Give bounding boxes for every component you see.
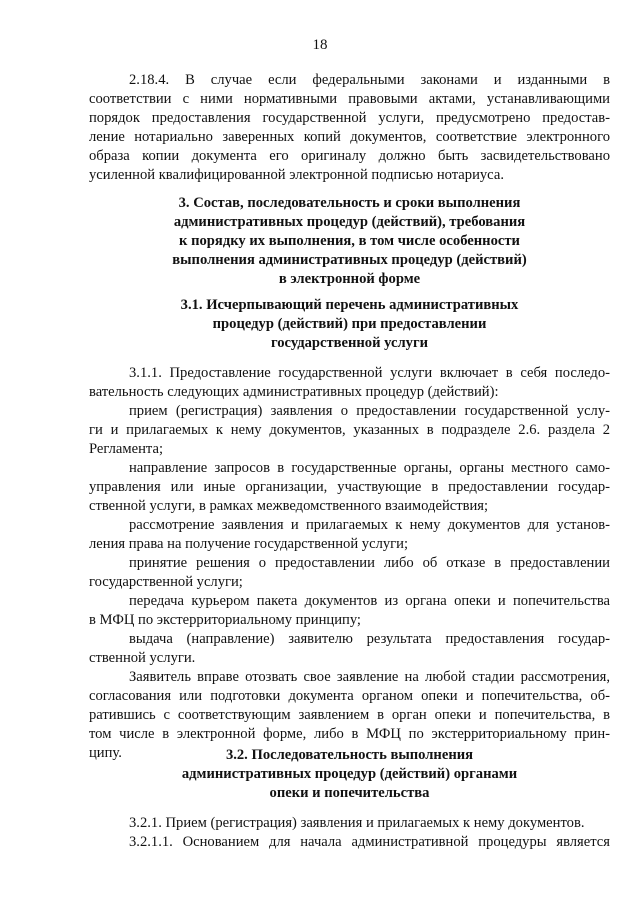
heading-line: 3. Состав, последовательность и сроки выполнения [178,195,521,211]
text-line: 3.1.1. Предоставление государственной услуги включает в себя последо- [129,365,610,381]
section-3-2-heading [64,746,635,803]
text-line: выдача (направление) заявителю результата предоставления государ- [129,631,610,647]
text-line: передача курьером пакета документов из органа опеки и попечительства [129,593,610,609]
text-line: ги и прилагаемых к нему документов, указанных в подразделе 2.6. раздела 2 [89,422,610,438]
text-line: 3.2.1.1. Основанием для начала административной процедуры является [129,834,610,850]
text-line: в МФЦ по экстерриториальному принципу; [89,612,361,628]
heading-line: государственной услуги [270,335,429,351]
section-3-1-body [89,364,610,763]
paragraph-2-18-4 [89,71,610,185]
text-line: управления или иные организации, участвующие в предоставлении государ- [89,479,610,495]
text-line: том числе в электронной форме, либо в МФЦ по экстерриториальному прин- [89,726,610,742]
text-line: ципу. [89,745,122,761]
text-line: ственной услуги. [89,650,196,666]
text-line: 3.2.1. Прием (регистрация) заявления и прилагаемых к нему документов. [129,815,585,831]
text-line: Регламента; [89,441,164,457]
section-3-heading [64,194,635,289]
section-3-2-body [89,814,610,852]
heading-line: в электронной форме [278,271,421,287]
page-number: 18 [312,37,328,53]
text-line: соответствии с ними нормативными правовыми актами, устанавливающими [89,91,610,107]
heading-line: опеки и попечительства [269,785,430,801]
text-line: Заявитель вправе отозвать свое заявление на любой стадии рассмотрения, [129,669,610,685]
heading-line: административных процедур (действий), требования [173,214,526,230]
text-line: принятие решения о предоставлении либо об отказе в предоставлении [129,555,610,571]
text-line: прием (регистрация) заявления о предоставлении государственной услу- [129,403,610,419]
text-line: государственной услуги; [89,574,243,590]
text-line: ственной услуги, в рамках межведомственного взаимодействия; [89,498,489,514]
heading-line: выполнения административных процедур (действий) [172,252,527,268]
text-line: ратившись с соответствующим заявлением в орган опеки и попечительства, в [89,707,610,723]
text-line: 2.18.4. В случае если федеральными законами и изданными в [129,72,610,88]
text-line: усиленной квалифицированной электронной подписью нотариуса. [89,167,504,183]
heading-line: к порядку их выполнения, в том числе особенности [179,233,520,249]
text-line: ление нотариально заверенных копий документов, соответствие электронного [89,129,610,145]
text-line: рассмотрение заявления и прилагаемых к нему документов для установ- [129,517,610,533]
text-line: направление запросов в государственные органы, органы местного само- [129,460,610,476]
heading-line: 3.2. Последовательность выполнения [225,747,474,763]
text-line: ления права на получение государственной услуги; [89,536,409,552]
text-line: вательность следующих административных процедур (действий): [89,384,499,400]
heading-line: процедур (действий) при предоставлении [212,316,487,332]
text-line: согласования или подготовки документа органом опеки и попечительства, об- [89,688,610,704]
heading-line: 3.1. Исчерпывающий перечень административных [180,297,519,313]
section-3-1-heading [64,296,635,353]
heading-line: административных процедур (действий) органами [181,766,518,782]
text-line: порядок предоставления государственной услуги, предусмотрено предостав- [89,110,610,126]
text-line: образа копии документа его оригиналу должно быть засвидетельствовано [89,148,610,164]
